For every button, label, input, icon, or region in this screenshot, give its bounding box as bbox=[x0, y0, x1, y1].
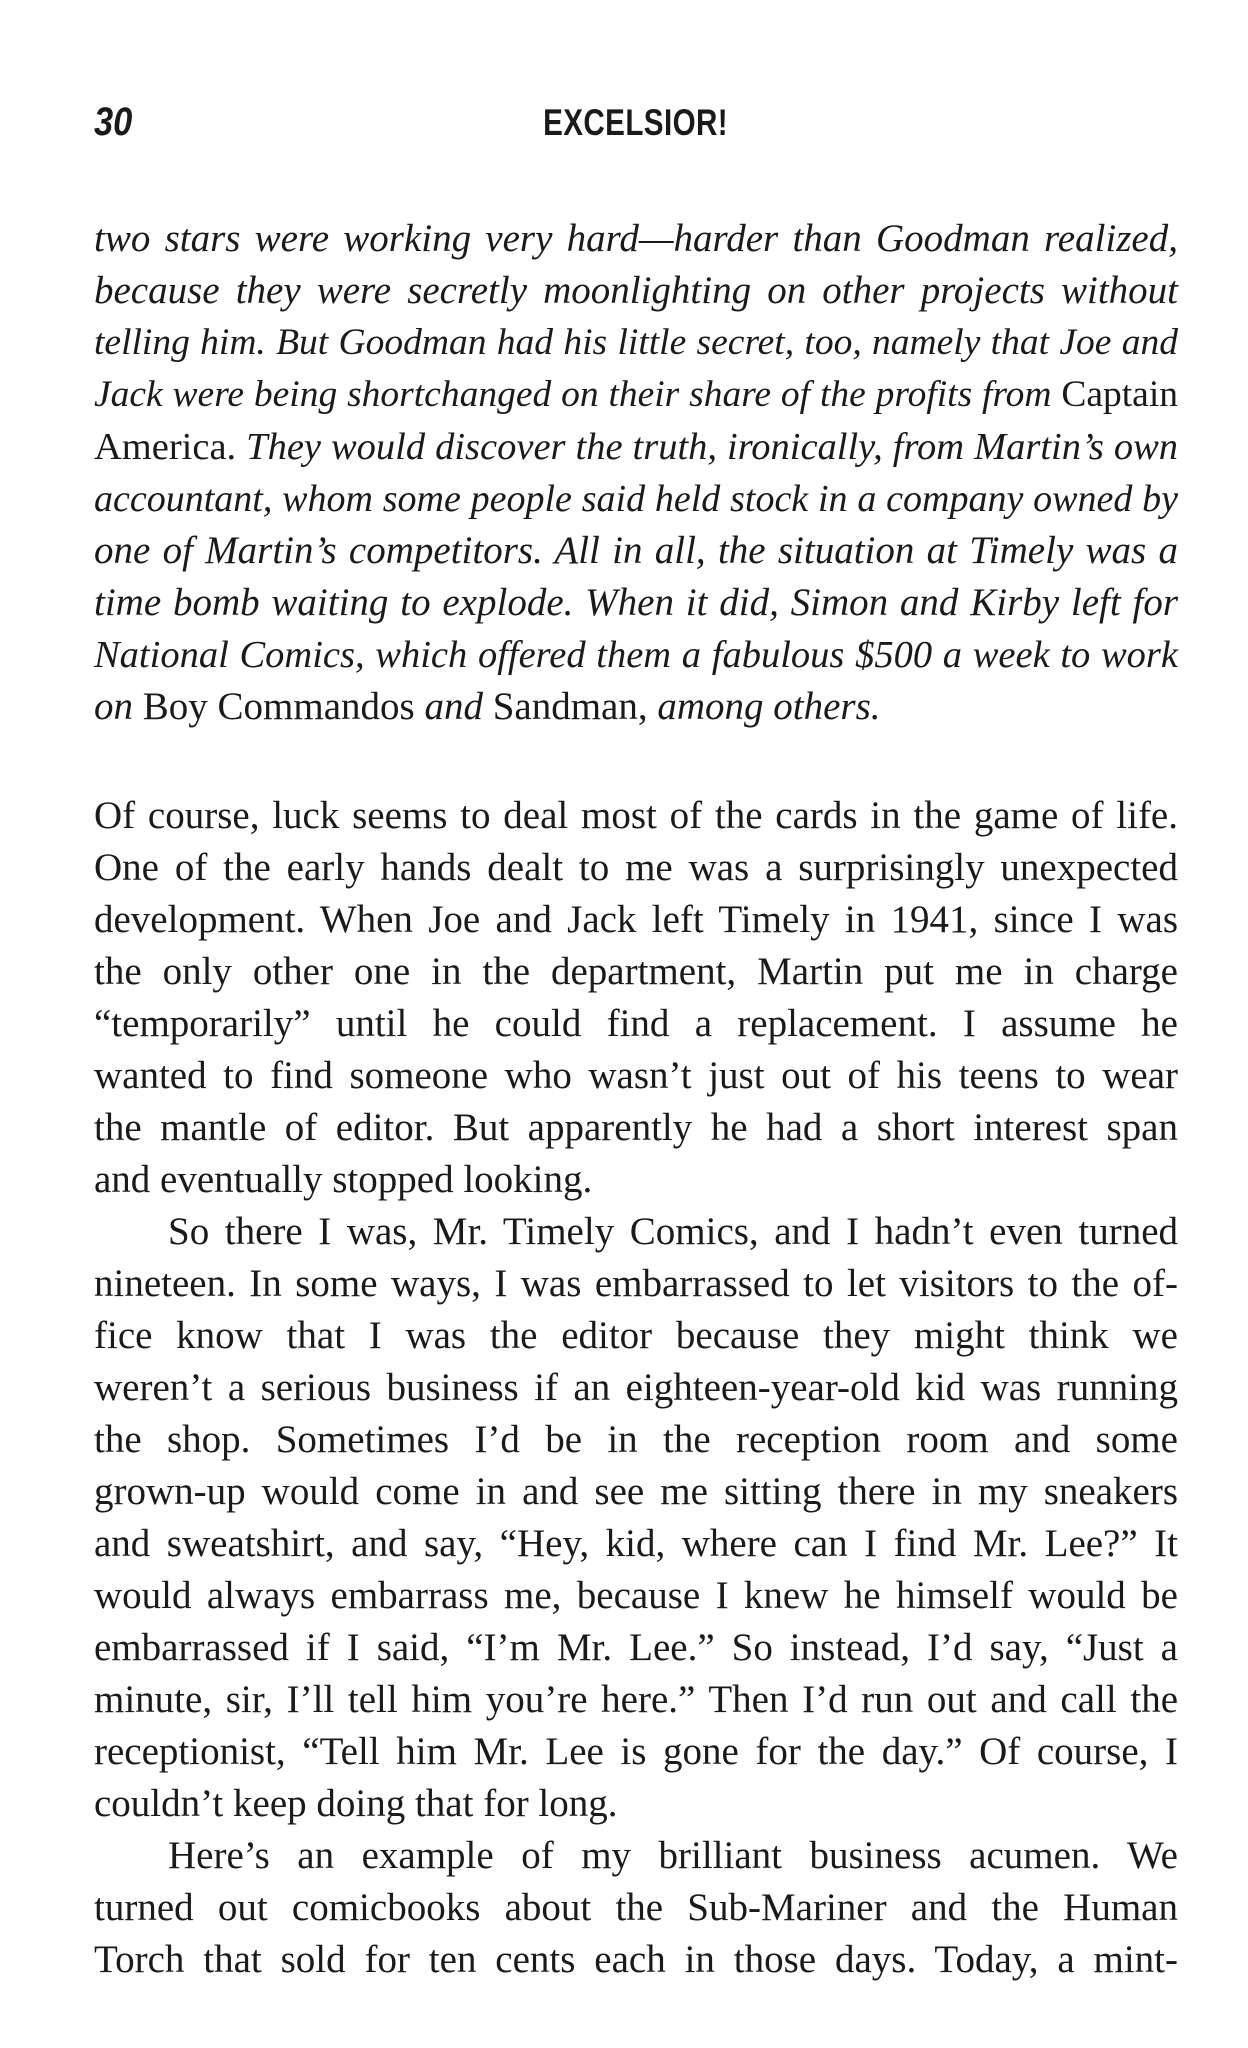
text-line: wanted to find someone who wasn’t just out of his teens to wear bbox=[94, 1054, 1178, 1097]
quote-line: accountant, whom some people said held stock in a company owned by bbox=[94, 478, 1178, 520]
text-line: minute, sir, I’ll tell him you’re here.” Then I’d run out and call the bbox=[94, 1678, 1178, 1721]
title-boy-commandos: Boy Commandos bbox=[142, 685, 415, 728]
text-line: the mantle of editor. But apparently he had a short interest span bbox=[94, 1106, 1178, 1149]
quote-text: Jack were being shortchanged on their share of the profits from bbox=[94, 374, 1052, 415]
text-line: grown-up would come in and see me sitting there in my sneakers bbox=[94, 1470, 1178, 1513]
quote-line: because they were secretly moonlighting on other projects without bbox=[94, 269, 1178, 312]
text-line: Of course, luck seems to deal most of the cards in the game of life. bbox=[94, 794, 1178, 837]
quote-line: one of Martin’s competitors. All in all, the situation at Timely was a bbox=[94, 529, 1178, 572]
page-number: 30 bbox=[94, 100, 133, 144]
title-america: America. bbox=[94, 426, 237, 468]
running-head bbox=[94, 102, 1178, 144]
quote-text: among others. bbox=[657, 685, 881, 728]
text-line: turned out comicbooks about the Sub-Mariner and the Human bbox=[94, 1886, 1178, 1929]
italic-quote-block bbox=[94, 213, 1178, 733]
text-line: receptionist, “Tell him Mr. Lee is gone for the day.” Of course, I bbox=[94, 1730, 1178, 1773]
text-line: One of the early hands dealt to me was a surprisingly unexpected bbox=[94, 846, 1178, 889]
quote-line: two stars were working very hard—harder than Goodman realized, bbox=[94, 217, 1178, 260]
title-sandman: Sandman, bbox=[492, 685, 648, 728]
quote-line bbox=[94, 369, 1178, 421]
text-line: would always embarrass me, because I knew he himself would be bbox=[94, 1574, 1178, 1617]
quote-line bbox=[94, 681, 1178, 733]
quote-text: and bbox=[424, 685, 483, 728]
text-line: the only other one in the department, Martin put me in charge bbox=[94, 950, 1178, 993]
quote-line: time bomb waiting to explode. When it did, Simon and Kirby left for bbox=[94, 581, 1178, 624]
text-line: couldn’t keep doing that for long. bbox=[94, 1782, 618, 1825]
text-line: and eventually stopped looking. bbox=[94, 1158, 593, 1201]
quote-line: National Comics, which offered them a fabulous $500 a week to work bbox=[94, 634, 1178, 676]
title-captain: Captain bbox=[1061, 374, 1178, 415]
text-line: weren’t a serious business if an eighteen-year-old kid was running bbox=[94, 1366, 1178, 1409]
text-line: Torch that sold for ten cents each in those days. Today, a mint- bbox=[94, 1938, 1178, 1981]
page-header bbox=[94, 100, 1178, 160]
text-line: development. When Joe and Jack left Timely in 1941, since I was bbox=[94, 898, 1178, 941]
quote-line bbox=[94, 421, 1178, 473]
text-line: fice know that I was the editor because they might think we bbox=[94, 1314, 1178, 1357]
text-line: Here’s an example of my brilliant business acumen. We bbox=[168, 1834, 1178, 1877]
running-head-text: EXCELSIOR! bbox=[543, 102, 729, 143]
quote-line: telling him. But Goodman had his little secret, too, namely that Joe and bbox=[94, 322, 1178, 363]
text-line: and sweatshirt, and say, “Hey, kid, where can I find Mr. Lee?” It bbox=[94, 1522, 1178, 1565]
text-line: embarrassed if I said, “I’m Mr. Lee.” So instead, I’d say, “Just a bbox=[94, 1626, 1178, 1669]
text-line: the shop. Sometimes I’d be in the reception room and some bbox=[94, 1418, 1178, 1461]
quote-text: They would discover the truth, ironically, from Martin’s own bbox=[246, 426, 1178, 468]
text-line: So there I was, Mr. Timely Comics, and I hadn’t even turned bbox=[168, 1210, 1178, 1253]
quote-text: on bbox=[94, 685, 133, 728]
text-line: “temporarily” until he could find a replacement. I assume he bbox=[94, 1002, 1178, 1045]
text-line: nineteen. In some ways, I was embarrassed to let visitors to the of- bbox=[94, 1262, 1178, 1305]
body-text-block bbox=[94, 790, 1178, 1986]
